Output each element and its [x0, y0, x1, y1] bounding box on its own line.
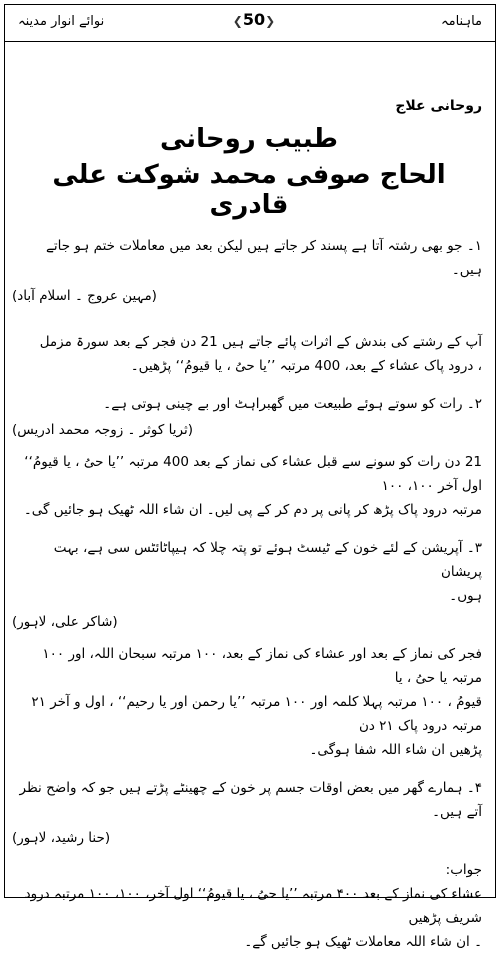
- answer-1-line-2: ، درود پاک عشاء کے بعد، 400 مرتبہ ’’یا حیُ ، یا قیومُ‘‘ پڑھیں۔: [130, 358, 482, 374]
- ornament-right-icon: ❯: [265, 14, 276, 28]
- question-3-line-2: ہوں۔: [449, 588, 482, 604]
- signature-1: (مہین عروج ۔ اسلام آباد): [12, 288, 157, 304]
- question-3: ۳۔ آپریشن کے لئے خون کے ٹیسٹ ہوئے تو پتہ چلا کہ ہیپاٹائٹس سی ہے، بہت پریشان: [53, 540, 482, 580]
- page-header: [4, 4, 496, 42]
- page-number: 50: [242, 10, 266, 29]
- article-author: الحاج صوفی محمد شوکت علی قادری: [52, 160, 446, 220]
- answer-3-line-3: پڑھیں ان شاء اللہ شفا ہوگی۔: [309, 742, 482, 758]
- answer-1-line-1: آپ کے رشتے کی بندش کے اثرات پائے جاتے ہیں 21 دن فجر کے بعد سورۃ مزمل: [39, 334, 482, 350]
- article-body: [12, 52, 486, 954]
- page-number-badge: [224, 10, 284, 29]
- ornament-left-icon: ❮: [232, 14, 243, 28]
- answer-label: جواب:: [445, 862, 482, 878]
- question-1: ۱۔ جو بھی رشتہ آتا ہے پسند کر جاتے ہیں لیکن بعد میں معاملات ختم ہو جاتے ہیں۔: [46, 238, 482, 278]
- signature-3: (شاکر علی، لاہور): [12, 614, 118, 630]
- answer-3-line-2: قیومُ ، ۱۰۰ مرتبہ پہلا کلمہ اور ۱۰۰ مرتبہ ’’یا رحمن اور یا رحیم‘‘ ، اول و آخر ۲۱ مرتبہ درود پاک ۲۱ دن: [31, 694, 482, 734]
- magazine-label: ماہنامہ: [440, 14, 482, 29]
- answer-2-line-2: مرتبہ درود پاک پڑھ کر پانی پر دم کر کے پی لیں۔ ان شاء اللہ ٹھیک ہو جائیں گی۔: [23, 502, 482, 518]
- article-title: طبیب روحانی: [160, 124, 338, 154]
- answer-2-line-1: 21 دن رات کو سونے سے قبل عشاء کی نماز کے بعد 400 مرتبہ ’’یا حیُ ، یا قیومُ‘‘ اول آخر ۱۰۰، ۱۰۰: [24, 454, 482, 494]
- answer-4-line-1: عشاء کی نماز کے بعد ۴۰۰ مرتبہ ’’یا حیُ ، یا قیومُ‘‘ اول آخر، ۱۰۰، ۱۰۰ مرتبہ درود شریف پڑھیں: [24, 886, 482, 926]
- signature-2: (ثریا کوثر ۔ زوجہ محمد ادریس): [12, 422, 193, 438]
- question-4: ۴۔ ہمارے گھر میں بعض اوقات جسم پر خون کے چھینٹے پڑتے ہیں جو کہ واضح نظر آتے ہیں۔: [19, 780, 482, 820]
- question-2: ۲۔ رات کو سوتے ہوئے طبیعت میں گھبراہٹ اور بے چینی ہوتی ہے۔: [103, 396, 482, 412]
- signature-4: (حنا رشید، لاہور): [12, 830, 111, 846]
- section-label: روحانی علاج: [395, 98, 482, 114]
- answer-4-line-2: ۔ ان شاء اللہ معاملات ٹھیک ہو جائیں گے۔: [244, 934, 482, 950]
- answer-3-line-1: فجر کی نماز کے بعد اور عشاء کی نماز کے بعد، ۱۰۰ مرتبہ سبحان اللہ، اور ۱۰۰ مرتبہ یا حیُ ، یا: [42, 646, 482, 686]
- magazine-title: نوائے انوار مدینہ: [18, 14, 105, 29]
